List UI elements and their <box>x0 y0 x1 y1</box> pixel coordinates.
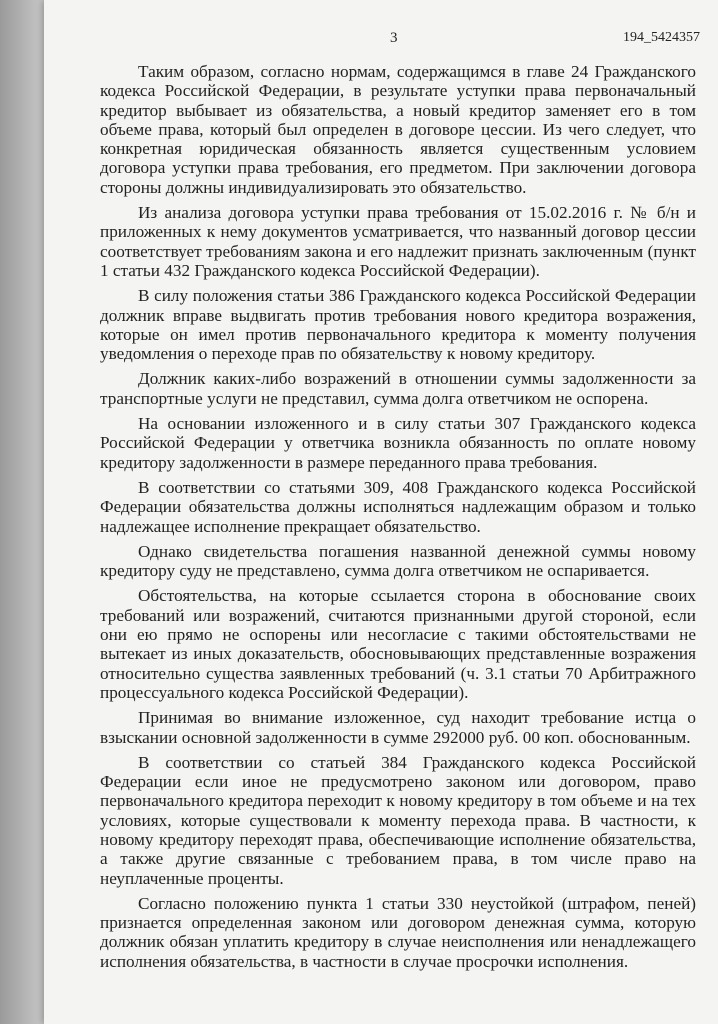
paragraph: Согласно положению пункта 1 статьи 330 неустойкой (штрафом, пеней) признается определенная законом или договором денежная сумма, которую должник обязан уплатить кредитору в случае неисполнения или ненадлежащего исполнения обязательства, в частности в случае просрочки исполнения. <box>100 893 696 971</box>
page-edge-shadow <box>0 0 44 1024</box>
paragraph: Должник каких-либо возражений в отношении суммы задолженности за транспортные услуги не представил, сумма долга ответчиком не оспорена. <box>100 369 696 408</box>
paragraph: Таким образом, согласно нормам, содержащимся в главе 24 Гражданского кодекса Российской Федерации, в результате уступки права первоначальный кредитор выбывает из обязательства, а новый кредитор заменяет его в том объеме права, который был определен в договоре цессии. Из чего следует, что конкретная юридическая обязанность является существенным условием договора уступки права требования, его предметом. При заключении договора стороны должны индивидуализировать это обязательство. <box>100 62 696 197</box>
document-id: 194_5424357 <box>623 30 700 45</box>
paragraph: В силу положения статьи 386 Гражданского кодекса Российской Федерации должник вправе выдвигать против требования нового кредитора возражения, которые он имел против первоначального кредитора к моменту получения уведомления о переходе прав по обязательству к новому кредитору. <box>100 286 696 364</box>
paragraph: В соответствии со статьей 384 Гражданского кодекса Российской Федерации если иное не предусмотрено законом или договором, право первоначального кредитора переходит к новому кредитору в том объеме и на тех условиях, которые существовали к моменту перехода права. В частности, к новому кредитору переходят права, обеспечивающие исполнение обязательства, а также другие связанные с требованием права, в том числе право на неуплаченные проценты. <box>100 752 696 888</box>
paragraph: Однако свидетельства погашения названной денежной суммы новому кредитору суду не представлено, сумма долга ответчиком не оспаривается. <box>100 541 696 581</box>
document-page <box>44 0 718 1024</box>
page-header <box>44 28 718 48</box>
document-body <box>100 62 696 977</box>
paragraph: На основании изложенного и в силу статьи 307 Гражданского кодекса Российской Федерации у ответчика возникла обязанность по оплате новому кредитору задолженности в размере переданного права требования. <box>100 414 696 472</box>
paragraph: Из анализа договора уступки права требования от 15.02.2016 г. № б/н и приложенных к нему документов усматривается, что названный договор цессии соответствует требованиям закона и его надлежит признать заключенным (пункт 1 статьи 432 Гражданского кодекса Российской Федерации). <box>100 203 696 280</box>
page-number: 3 <box>390 30 398 46</box>
paragraph: Обстоятельства, на которые ссылается сторона в обоснование своих требований или возражений, считаются признанными другой стороной, если они ею прямо не оспорены или несогласие с такими обстоятельствами не вытекает из иных доказательств, обосновывающих представленные возражения относительно существа заявленных требований (ч. 3.1 статьи 70 Арбитражного процессуального кодекса Российской Федерации). <box>100 586 696 702</box>
paragraph: В соответствии со статьями 309, 408 Гражданского кодекса Российской Федерации обязательства должны исполняться надлежащим образом и только надлежащее исполнение прекращает обязательство. <box>100 477 696 536</box>
paragraph: Принимая во внимание изложенное, суд находит требование истца о взыскании основной задолженности в сумме 292000 руб. 00 коп. обоснованным. <box>100 708 696 747</box>
